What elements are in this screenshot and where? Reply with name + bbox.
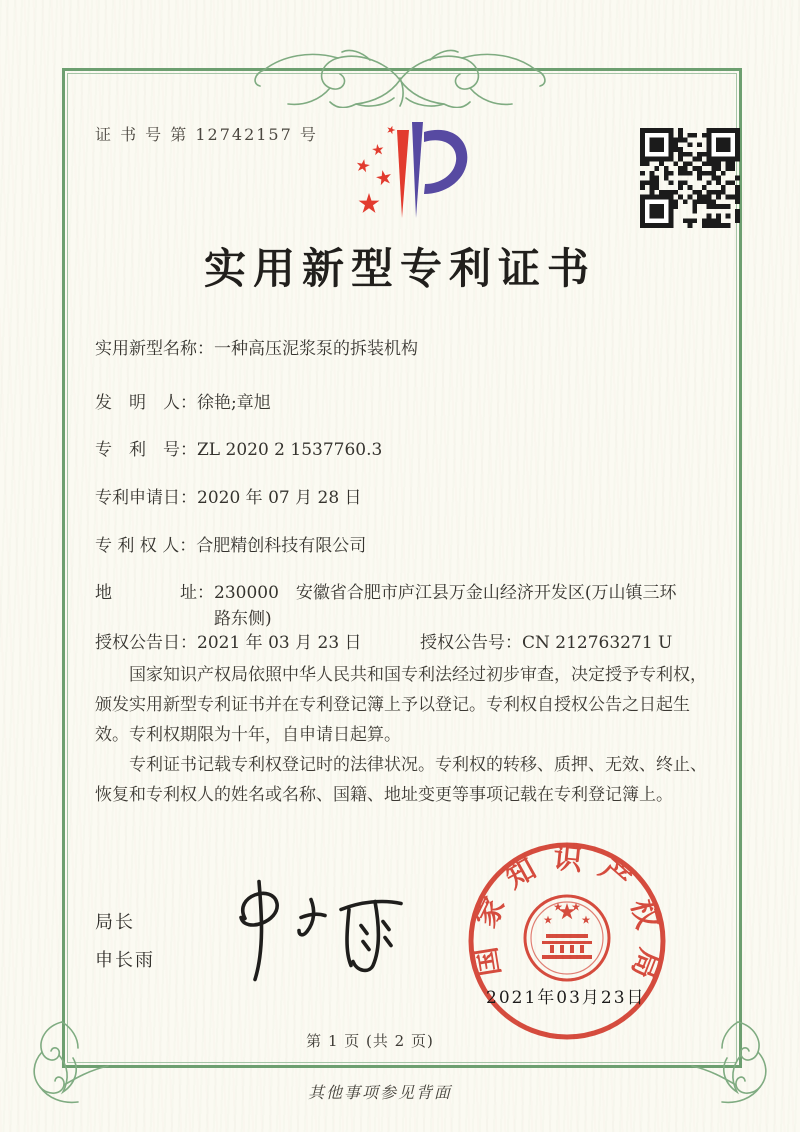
legal-paragraph-1: 国家知识产权局依照中华人民共和国专利法经过初步审查，决定授予专利权，颁发实用新型专利证书并在专利登记簿上予以登记。专利权自授权公告之日起生效。专利权期限为十年，自申请日起算。 [95,665,707,745]
field-row-utility-model-name [95,337,713,363]
back-note: 其他事项参见背面 [307,1083,452,1102]
address-value: 230000 安徽省合肥市庐江县万金山经济开发区(万山镇三环路东侧) [214,583,677,629]
field-row-filing-date [95,486,713,512]
inventor-label: 发 明 人： [95,393,197,413]
certificate-number: 证 书 号 第 12742157 号 [95,125,318,144]
certificate-title: 实用新型专利证书 [203,244,596,293]
grant-date-label: 授权公告日： [95,633,197,653]
patentee-label: 专 利 权 人： [95,536,197,556]
grant-number-value: CN 212763271 U [522,633,673,653]
qr-code-icon [640,128,740,228]
grant-date-value: 2021 年 03 月 23 日 [197,633,362,653]
utility-model-name-value: 一种高压泥浆泵的拆装机构 [214,339,418,359]
patentee-value: 合肥精创科技有限公司 [196,536,367,556]
field-row-patentee [95,534,713,560]
filing-date-value: 2020 年 07 月 28 日 [197,488,362,508]
field-row-patent-number [95,438,713,464]
address-label: 地 址： [95,583,214,603]
signer-name: 申长雨 [95,950,155,971]
inventor-value: 徐艳;章旭 [197,393,271,413]
national-emblem-icon [525,896,609,980]
field-row-inventor [95,391,713,417]
legal-paragraph-2: 专利证书记载专利权登记时的法律状况。专利权的转移、质押、无效、终止、恢复和专利权人的姓名或名称、国籍、地址变更等事项记载在专利登记簿上。 [95,755,707,805]
filing-date-label: 专利申请日： [95,488,197,508]
border-ornament-top-dragons-icon [240,44,560,108]
cnipa-red-seal-icon [462,838,672,1048]
field-row-grant [95,631,713,657]
patent-number-value: ZL 2020 2 1537760.3 [197,440,383,460]
signature-shen-changyu-icon [215,872,425,990]
grant-date-pair [95,631,362,657]
seal-date: 2021年03月23日 [486,988,646,1008]
page-number: 第 1 页 (共 2 页) [306,1032,434,1050]
patent-number-label: 专 利 号： [95,440,197,460]
legal-text-block [95,660,711,810]
field-row-address [95,581,713,632]
signer-title: 局长 [95,912,135,933]
grant-number-pair [420,631,672,657]
utility-model-name-label: 实用新型名称： [95,339,214,359]
cnipa-logo-icon [336,114,476,228]
grant-number-label: 授权公告号： [420,633,522,653]
seal-circular-text: 国家知识产权局 [465,840,669,998]
